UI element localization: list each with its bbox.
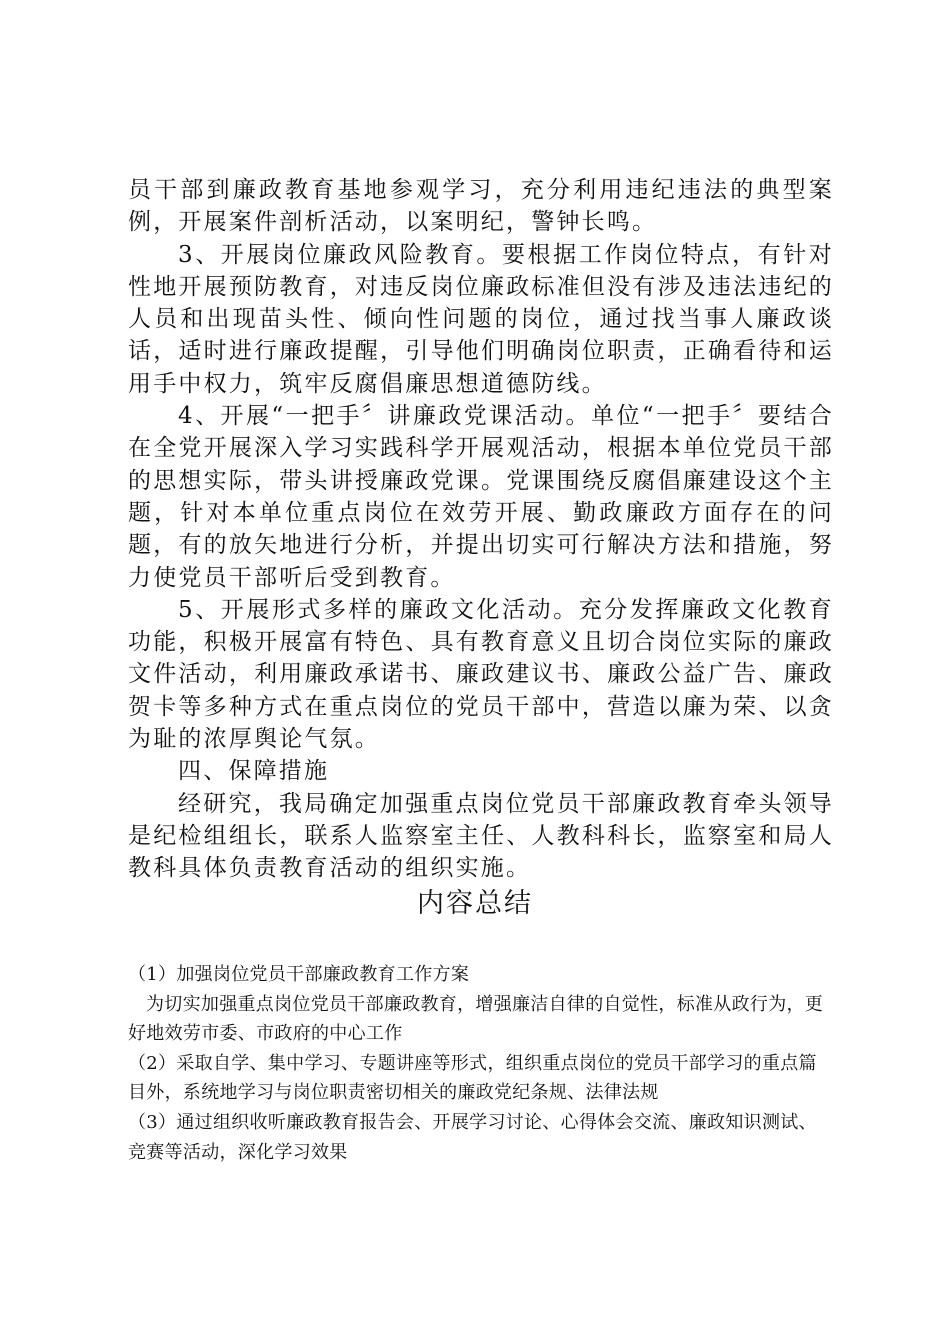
summary-item-2: （2）采取自学、集中学习、专题讲座等形式，组织重点岗位的党员干部学习的重点篇目外，系统地学习与岗位职责密切相关的廉政党纪条规、法律法规 [128, 1052, 817, 1104]
summary-item-1: （1）加强岗位党员干部廉政教育工作方案 [128, 964, 470, 985]
paragraph-item-3: 3、开展岗位廉政风险教育。要根据工作岗位特点，有针对性地开展预防教育，对违反岗位廉政标准但没有涉及违法违纪的人员和出现苗头性、倾向性问题的岗位，通过找当事人廉政谈话，适时进行廉政提醒，引导他们明确岗位职责，正确看待和运用手中权力，筑牢反腐倡廉思想道德防线。 [128, 241, 834, 397]
summary-title: 内容总结 [417, 888, 533, 919]
paragraph-item-4: 4、开展“一把手〞讲廉政党课活动。单位“一把手〞要结合在全党开展深入学习实践科学开展观活动，根据本单位党员干部的思想实际，带头讲授廉政党课。党课围绕反腐倡廉建设这个主题，针对本单位重点岗位在效劳开展、勤政廉政方面存在的问题，有的放矢地进行分析，并提出切实可行解决方法和措施，努力使党员干部听后受到教育。 [128, 403, 834, 591]
body-text [128, 174, 834, 885]
section-heading-4: 四、保障措施 [178, 758, 330, 785]
summary-item-3: （3）通过组织收听廉政教育报告会、开展学习讨论、心得体会交流、廉政知识测试、竞赛等活动，深化学习效果 [128, 1111, 817, 1163]
summary-section [128, 960, 834, 1167]
paragraph-measures: 经研究，我局确定加强重点岗位党员干部廉政教育牵头领导是纪检组组长，联系人监察室主任、人教科科长，监察室和局人教科具体负责教育活动的组织实施。 [128, 790, 834, 882]
paragraph-item-5: 5、开展形式多样的廉政文化活动。充分发挥廉政文化教育功能，积极开展富有特色、具有教育意义且切合岗位实际的廉政文件活动，利用廉政承诺书、廉政建议书、廉政公益广告、廉政贺卡等多种方式在重点岗位的党员干部中，营造以廉为荣、以贪为耻的浓厚舆论气氛。 [128, 596, 834, 753]
paragraph-continued: 员干部到廉政教育基地参观学习，充分利用违纪违法的典型案例，开展案件剖析活动，以案明纪，警钟长鸣。 [128, 177, 834, 236]
summary-lead: 为切实加强重点岗位党员干部廉政教育，增强廉洁自律的自觉性，标准从政行为，更好地效劳市委、市政府的中心工作 [128, 993, 824, 1045]
